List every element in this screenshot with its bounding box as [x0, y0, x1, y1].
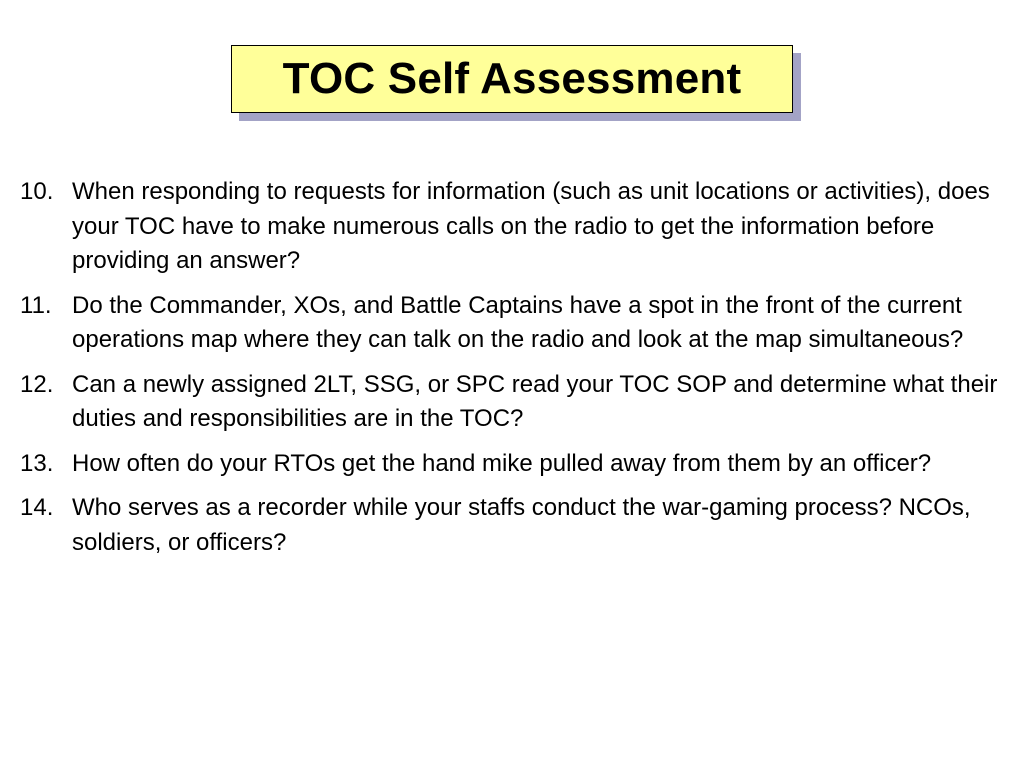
title-box-group	[231, 45, 793, 113]
question-item-10	[20, 175, 1000, 279]
title-box	[231, 45, 793, 113]
question-number: 10.	[20, 178, 54, 205]
question-number: 11.	[20, 291, 52, 319]
question-text: Do the Commander, XOs, and Battle Captains have a spot in the front of the current operations map where they can talk on the radio and look at the map simultaneous?	[72, 291, 964, 353]
question-text: How often do your RTOs get the hand mike pulled away from them by an officer?	[72, 449, 932, 477]
question-number: 13.	[20, 449, 54, 477]
question-text: Can a newly assigned 2LT, SSG, or SPC read your TOC SOP and determine what their duties and responsibilities are in the TOC?	[72, 370, 998, 432]
question-list	[20, 175, 1000, 570]
question-item-14	[20, 491, 1000, 560]
question-number: 12.	[20, 370, 54, 398]
question-text: Who serves as a recorder while your staffs conduct the war-gaming process? NCOs, soldiers, or officers?	[72, 494, 971, 556]
question-number: 14.	[20, 494, 54, 521]
question-item-13	[20, 447, 1000, 482]
question-item-12	[20, 368, 1000, 437]
page-title: TOC Self Assessment	[282, 54, 742, 103]
question-text: When responding to requests for information (such as unit locations or activities), does your TOC have to make numerous calls on the radio to get the information before providing an answer?	[72, 178, 990, 274]
question-item-11	[20, 289, 1000, 358]
